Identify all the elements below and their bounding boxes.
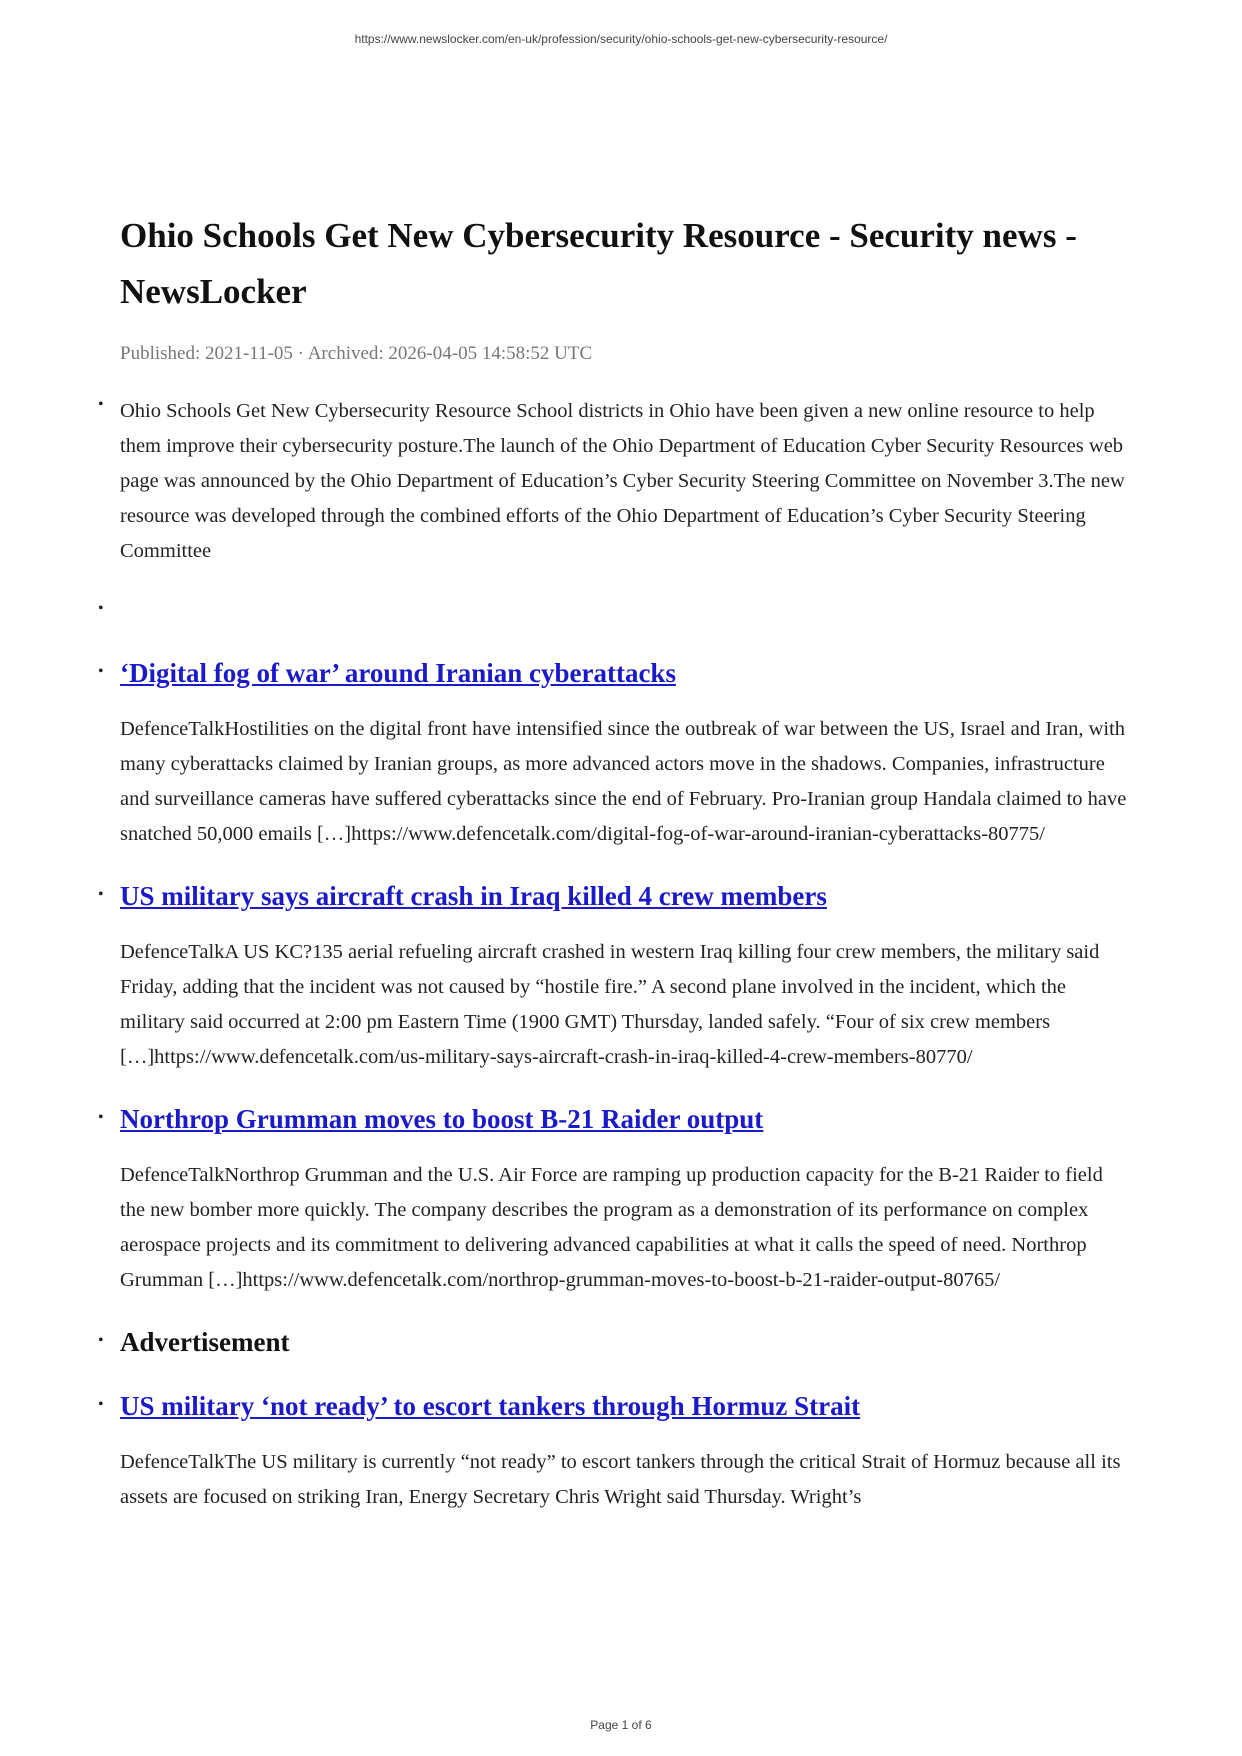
bullet-icon: •	[98, 1396, 104, 1413]
article-summary: DefenceTalkThe US military is currently “not ready” to escort tankers through the critical Strait of Hormuz because all its assets are focused on striking Iran, Energy Secretary Chris Wright said Thursday. Wright’s	[120, 1451, 1121, 1508]
list-item-intro	[98, 394, 1130, 569]
article-summary: DefenceTalkA US KC?135 aerial refueling aircraft crashed in western Iraq killing four crew members, the military said Friday, adding that the incident was not caused by “hostile fire.” A second plane involved in the incident, which the military said occurred at 2:00 pm Eastern Time (1900 GMT) Thursday, landed safely. “Four of six crew members […]https://www.defencetalk.com/us-military-says-aircraft-crash-in-iraq-killed-4-crew-members-80770/	[120, 941, 1100, 1068]
list-item-article	[98, 876, 1130, 1075]
list-item-article	[98, 653, 1130, 852]
article-list	[98, 394, 1130, 1515]
bullet-icon: •	[98, 886, 104, 903]
list-item-article	[98, 1386, 1130, 1515]
page-url-link[interactable]: https://www.newslocker.com/en-uk/profession/security/ohio-schools-get-new-cybersecurity-resource/	[354, 32, 888, 46]
bullet-icon: •	[98, 1109, 104, 1126]
article-summary: DefenceTalkNorthrop Grumman and the U.S. Air Force are ramping up production capacity for the B-21 Raider to field the new bomber more quickly. The company describes the program as a demonstration of its performance on complex aerospace projects and its commitment to delivering advanced capabilities at what it calls the speed of need. Northrop Grumman […]https://www.defencetalk.com/northrop-grumman-moves-to-boost-b-21-raider-output-80765/	[120, 1164, 1103, 1291]
bullet-icon: •	[98, 663, 104, 680]
bullet-icon: •	[98, 600, 104, 617]
article-link-b21-raider[interactable]: Northrop Grumman moves to boost B-21 Raider output	[120, 1104, 764, 1134]
article-summary: DefenceTalkHostilities on the digital front have intensified since the outbreak of war between the US, Israel and Iran, with many cyberattacks claimed by Iranian groups, as more advanced actors move in the shadows. Companies, infrastructure and surveillance cameras have suffered cyberattacks since the end of February. Pro-Iranian group Handala claimed to have snatched 50,000 emails […]https://www.defencetalk.com/digital-fog-of-war-around-iranian-cyberattacks-80775/	[120, 718, 1127, 845]
bullet-icon: •	[98, 396, 104, 413]
article-link-hormuz[interactable]: US military ‘not ready’ to escort tankers through Hormuz Strait	[120, 1391, 861, 1421]
bullet-icon: •	[98, 1332, 104, 1349]
list-item-empty	[98, 594, 1130, 629]
article-link-iraq-crash[interactable]: US military says aircraft crash in Iraq killed 4 crew members	[120, 881, 827, 911]
list-item-article	[98, 1099, 1130, 1298]
advertisement-heading: Advertisement	[120, 1327, 290, 1357]
article-link-digital-fog[interactable]: ‘Digital fog of war’ around Iranian cyberattacks	[120, 658, 676, 688]
intro-text: Ohio Schools Get New Cybersecurity Resource School districts in Ohio have been given a new online resource to help them improve their cybersecurity posture.The launch of the Ohio Department of Education Cyber Security Resources web page was announced by the Ohio Department of Education’s Cyber Security Steering Committee on November 3.The new resource was developed through the combined efforts of the Ohio Department of Education’s Cyber Security Steering Committee	[120, 400, 1125, 562]
page-title: Ohio Schools Get New Cybersecurity Resource - Security news - NewsLocker	[120, 216, 1077, 311]
publish-meta: Published: 2021-11-05 · Archived: 2026-04-05 14:58:52 UTC	[120, 343, 593, 364]
page-url	[0, 32, 1242, 46]
list-item-advertisement	[98, 1322, 1130, 1362]
article-content	[98, 208, 1130, 1515]
page-number: Page 1 of 6	[590, 1718, 652, 1732]
